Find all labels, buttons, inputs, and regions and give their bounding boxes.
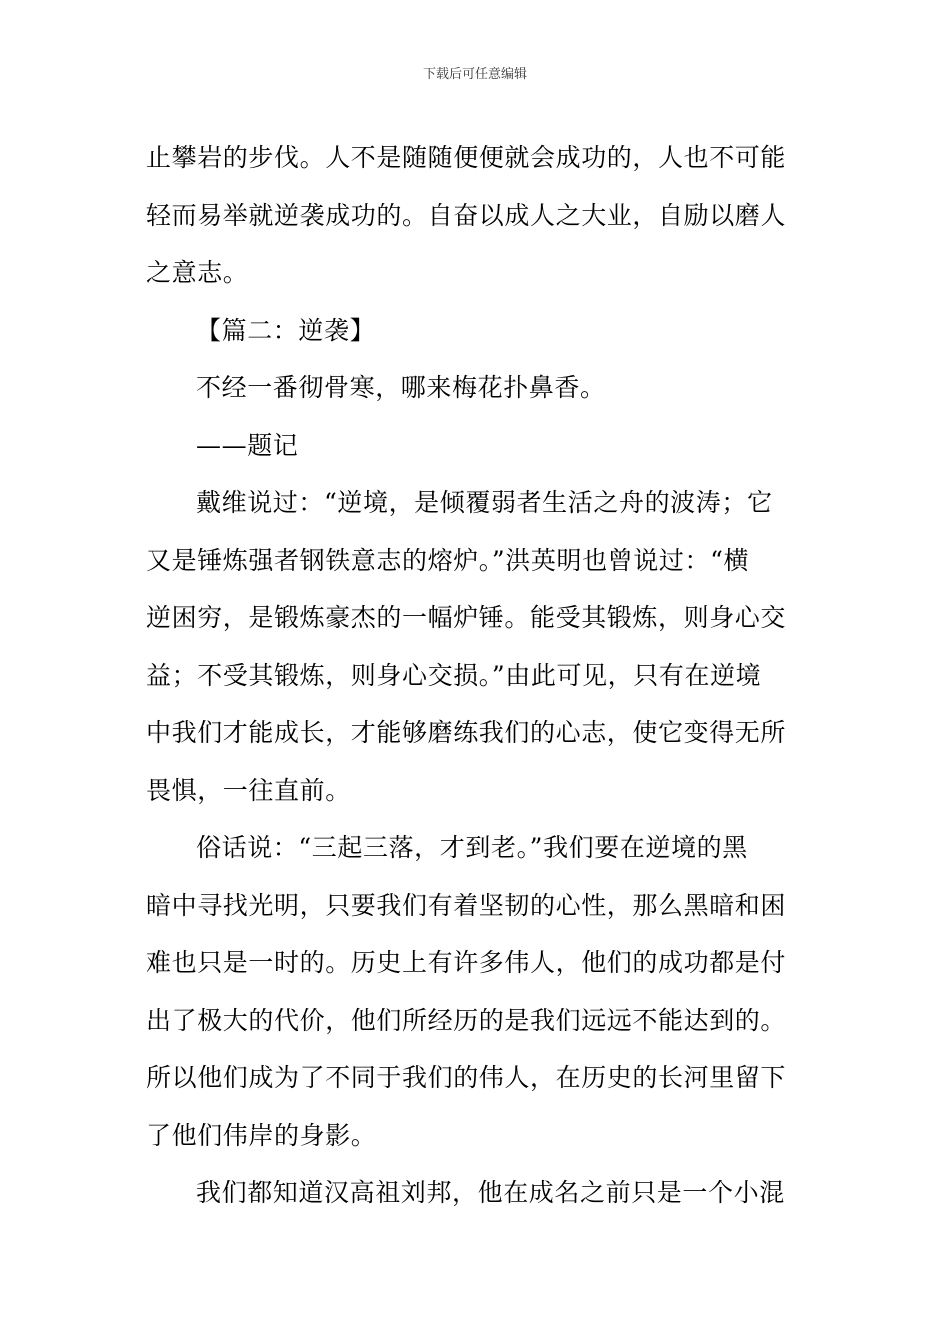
text-line: 畏惧，一往直前。 [146, 775, 351, 805]
text-line: 益；不受其锻炼，则身心交损。”由此可见，只有在逆境 [146, 660, 762, 690]
text-line: 俗话说：“三起三落，才到老。”我们要在逆境的黑 [196, 833, 748, 862]
text-line: 我们都知道汉高祖刘邦，他在成名之前只是一个小混 [196, 1178, 785, 1207]
text-line: 了他们伟岸的身影。 [146, 1120, 377, 1150]
text-line: 之意志。 [146, 258, 249, 287]
text-line: 所以他们成为了不同于我们的伟人，在历史的长河里留下 [146, 1063, 787, 1092]
text-line: 暗中寻找光明，只要我们有着坚韧的心性，那么黑暗和困 [146, 890, 787, 920]
text-line: 戴维说过：“逆境，是倾覆弱者生活之舟的波涛；它 [196, 488, 773, 517]
text-line: 逆困穷，是锻炼豪杰的一幅炉锤。能受其锻炼，则身心交 [146, 603, 787, 632]
section-heading: 【篇二：逆袭】 [196, 315, 376, 345]
text-line: 中我们才能成长，才能够磨练我们的心志，使它变得无所 [146, 718, 787, 747]
epigraph: 不经一番彻骨寒，哪来梅花扑鼻香。 [196, 373, 606, 402]
text-line: 止攀岩的步伐。人不是随随便便就会成功的，人也不可能 [146, 143, 787, 172]
text-line: 难也只是一时的。历史上有许多伟人，他们的成功都是付 [146, 948, 787, 977]
text-line: 轻而易举就逆袭成功的。自奋以成人之大业，自励以磨人 [146, 200, 787, 230]
text-line: 又是锤炼强者钢铁意志的熔炉。”洪英明也曾说过：“横 [146, 545, 750, 575]
document-body [146, 129, 806, 1222]
page-header: 下载后可任意编辑 [422, 67, 527, 82]
epigraph-attribution: ——题记 [196, 430, 299, 460]
text-line: 出了极大的代价，他们所经历的是我们远远不能达到的。 [146, 1005, 787, 1035]
